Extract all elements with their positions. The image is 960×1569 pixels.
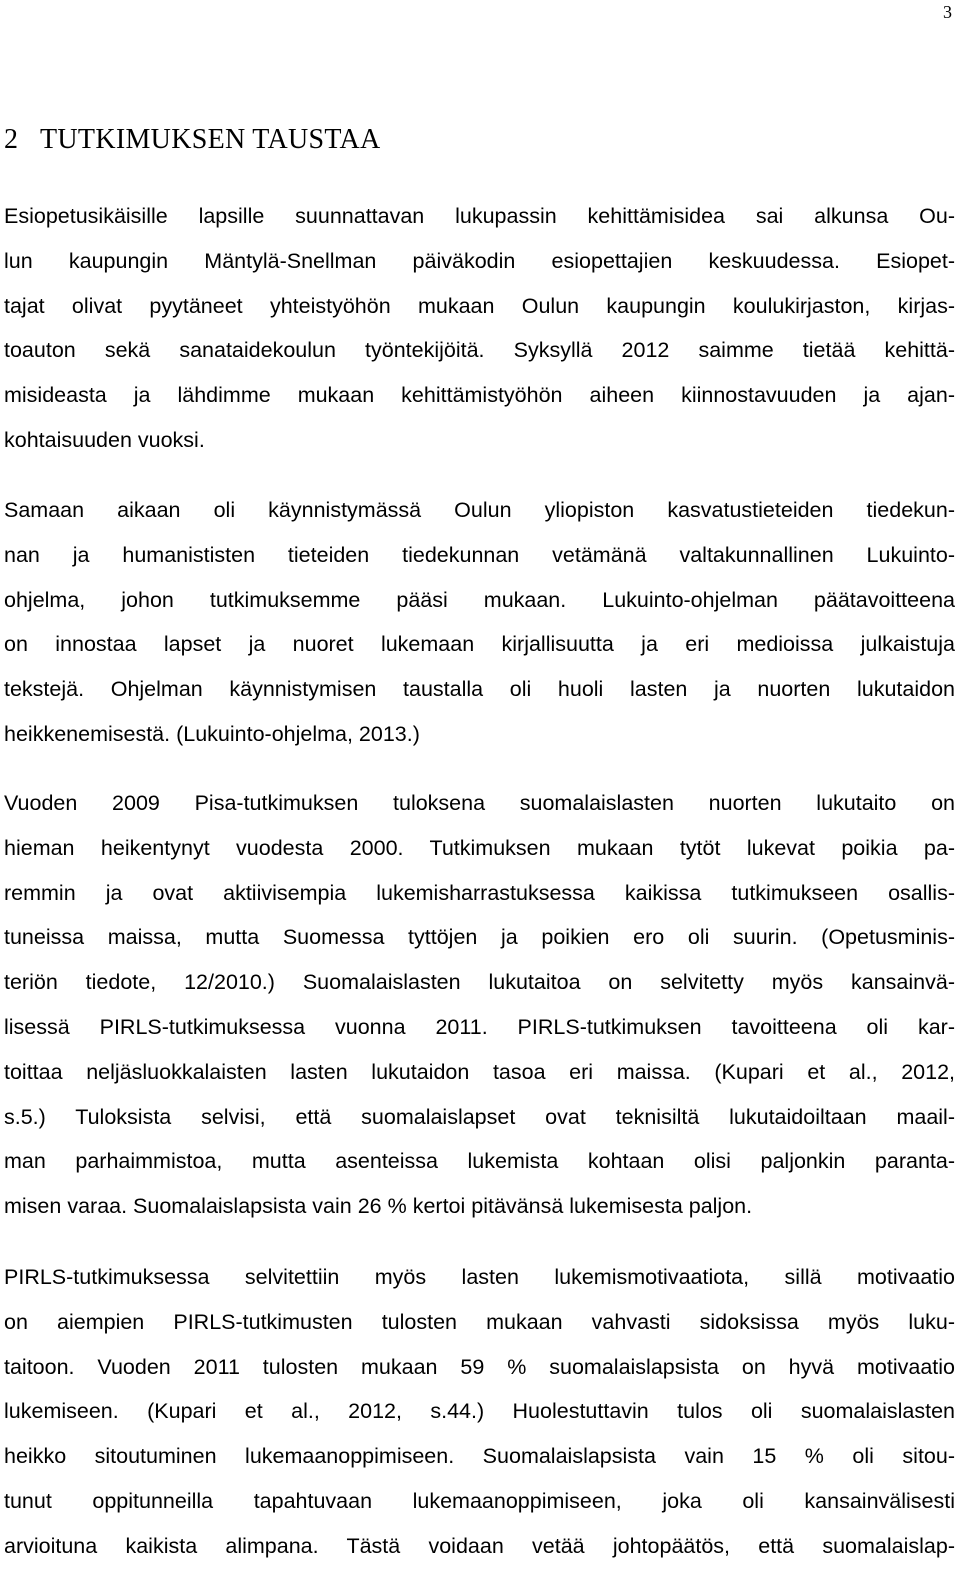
text-line: teriön tiedote, 12/2010.) Suomalaislasten lukutaitoa on selvitetty myös kansainvä- — [4, 970, 955, 995]
text-line: lun kaupungin Mäntylä-Snellman päiväkodin esiopettajien keskuudessa. Esiopet- — [4, 248, 955, 273]
text-line: lisessä PIRLS-tutkimuksessa vuonna 2011. PIRLS-tutkimuksen tavoitteena oli kar- — [4, 1014, 955, 1039]
text-line: Samaan aikaan oli käynnistymässä Oulun yliopiston kasvatustieteiden tiedekun- — [4, 498, 955, 522]
text-line: on aiempien PIRLS-tutkimusten tulosten mukaan vahvasti sidoksissa myös luku- — [4, 1309, 955, 1334]
text-line: hieman heikentynyt vuodesta 2000. Tutkimuksen mukaan tytöt lukevat poikia pa- — [4, 835, 955, 860]
section-heading — [4, 124, 381, 156]
section-title: TUTKIMUKSEN TAUSTAA — [40, 124, 381, 155]
text-line: man parhaimmistoa, mutta asenteissa lukemista kohtaan olisi paljonkin paranta- — [4, 1149, 955, 1174]
text-line: nan ja humanististen tieteiden tiedekunnan vetämänä valtakunnallinen Lukuinto- — [4, 542, 955, 567]
text-line: taitoon. Vuoden 2011 tulosten mukaan 59 % suomalaislapsista on hyvä motivaatio — [4, 1354, 955, 1379]
text-line: remmin ja ovat aktiivisempia lukemisharrastuksessa kaikissa tutkimukseen osallis- — [4, 880, 955, 905]
text-line: misideasta ja lähdimme mukaan kehittämistyöhön aiheen kiinnostavuuden ja ajan- — [4, 383, 955, 408]
text-line: misen varaa. Suomalaislapsista vain 26 % kertoi pitävänsä lukemisesta paljon. — [4, 1194, 753, 1219]
text-line: tuneissa maissa, mutta Suomessa tyttöjen ja poikien ero oli suurin. (Opetusminis- — [4, 925, 955, 950]
paragraph-2 — [4, 488, 955, 757]
text-line: s.5.) Tuloksista selvisi, että suomalaislapset ovat teknisiltä lukutaidoiltaan maail- — [4, 1104, 955, 1129]
text-line: tekstejä. Ohjelman käynnistymisen taustalla oli huoli lasten ja nuorten lukutaidon — [4, 677, 955, 702]
text-line: arvioituna kaikista alimpana. Tästä voidaan vetää johtopäätös, että suomalaislap- — [4, 1533, 955, 1558]
text-line: tunut oppitunneilla tapahtuvaan lukemaanoppimiseen, joka oli kansainvälisesti — [4, 1488, 955, 1513]
section-number: 2 — [4, 124, 19, 155]
text-line: lukemiseen. (Kupari et al., 2012, s.44.) Huolestuttavin tulos oli suomalaislasten — [4, 1399, 955, 1424]
paragraph-1 — [4, 194, 955, 463]
text-line: kohtaisuuden vuoksi. — [4, 427, 205, 452]
text-line: toittaa neljäsluokkalaisten lasten lukutaidon tasoa eri maissa. (Kupari et al., 2012, — [4, 1059, 955, 1084]
text-line: PIRLS-tutkimuksessa selvitettiin myös lasten lukemismotivaatiota, sillä motivaatio — [4, 1265, 955, 1289]
text-line: heikkenemisestä. (Lukuinto-ohjelma, 2013.) — [4, 721, 420, 746]
text-line: heikko sitoutuminen lukemaanoppimiseen. Suomalaislapsista vain 15 % oli sitou- — [4, 1444, 955, 1469]
paragraph-3 — [4, 781, 955, 1229]
page-number: 3 — [943, 2, 952, 22]
text-line: on innostaa lapset ja nuoret lukemaan kirjallisuutta ja eri medioissa julkaistuja — [4, 632, 955, 657]
text-line: tajat olivat pyytäneet yhteistyöhön mukaan Oulun kaupungin koulukirjaston, kirjas- — [4, 293, 955, 318]
text-line: Esiopetusikäisille lapsille suunnattavan lukupassin kehittämisidea sai alkunsa Ou- — [4, 204, 955, 228]
text-line: ohjelma, johon tutkimuksemme pääsi mukaan. Lukuinto-ohjelman päätavoitteena — [4, 587, 955, 612]
text-line: toauton sekä sanataidekoulun työntekijöitä. Syksyllä 2012 saimme tietää kehittä- — [4, 338, 955, 363]
text-line: Vuoden 2009 Pisa-tutkimuksen tuloksena suomalaislasten nuorten lukutaito on — [4, 791, 955, 815]
paragraph-4 — [4, 1255, 955, 1569]
